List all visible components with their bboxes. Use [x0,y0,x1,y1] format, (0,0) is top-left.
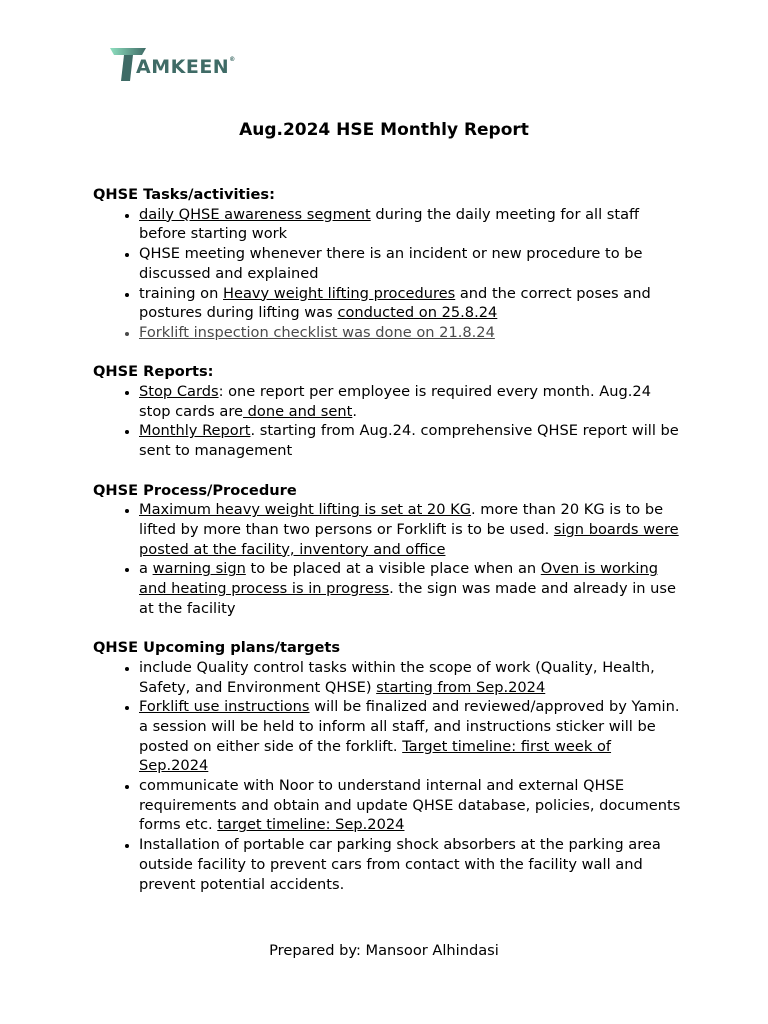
list-item: • Forklift inspection checklist was done on 21.8.24 [139,323,683,343]
list-item: • include Quality control tasks within the scope of work (Quality, Health, Safety, and Environment QHSE) starting from Sep.2024 [139,658,683,697]
section-heading: QHSE Tasks/activities: [93,186,275,203]
list-item: • Forklift use instructions will be finalized and reviewed/approved by Yamin. a session will be held to inform all staff, and instructions sticker will be posted on either side of the forklift. Target timeline: first week of Sep.2024 [139,697,683,776]
list-item: • communicate with Noor to understand internal and external QHSE requirements and obtain and update QHSE database, policies, documents forms etc. target timeline: Sep.2024 [139,776,683,835]
tasks-list [93,205,683,343]
list-item: • QHSE meeting whenever there is an incident or new procedure to be discussed and explained [139,244,683,283]
section-tasks [93,185,683,343]
process-list [93,500,683,618]
section-plans [93,638,683,894]
list-item: • Monthly Report. starting from Aug.24. comprehensive QHSE report will be sent to management [139,421,683,460]
section-heading: QHSE Reports: [93,363,214,381]
reports-list [93,382,683,461]
company-logo [108,44,236,84]
plans-list [93,658,683,894]
list-item: • training on Heavy weight lifting procedures and the correct poses and postures during lifting was conducted on 25.8.24 [139,284,683,323]
section-process [93,481,683,619]
logo-text: AMKEEN® [136,56,236,78]
prepared-by: Prepared by: Mansoor Alhindasi [269,942,499,959]
section-heading: QHSE Process/Procedure [93,481,297,499]
report-body [93,185,683,914]
list-item: • daily QHSE awareness segment during the daily meeting for all staff before starting work [139,205,683,244]
report-title: Aug.2024 HSE Monthly Report [239,120,529,140]
section-reports [93,362,683,461]
list-item: • a warning sign to be placed at a visible place when an Oven is working and heating process is in progress. the sign was made and already in use at the facility [139,559,683,618]
section-heading: QHSE Upcoming plans/targets [93,639,341,657]
list-item: • Installation of portable car parking shock absorbers at the parking area outside facility to prevent cars from contact with the facility wall and prevent potential accidents. [139,835,683,894]
list-item: • Maximum heavy weight lifting is set at 20 KG. more than 20 KG is to be lifted by more than two persons or Forklift is to be used. sign boards were posted at the facility, inventory and office [139,500,683,559]
list-item: • Stop Cards: one report per employee is required every month. Aug.24 stop cards are done and sent. [139,382,683,421]
